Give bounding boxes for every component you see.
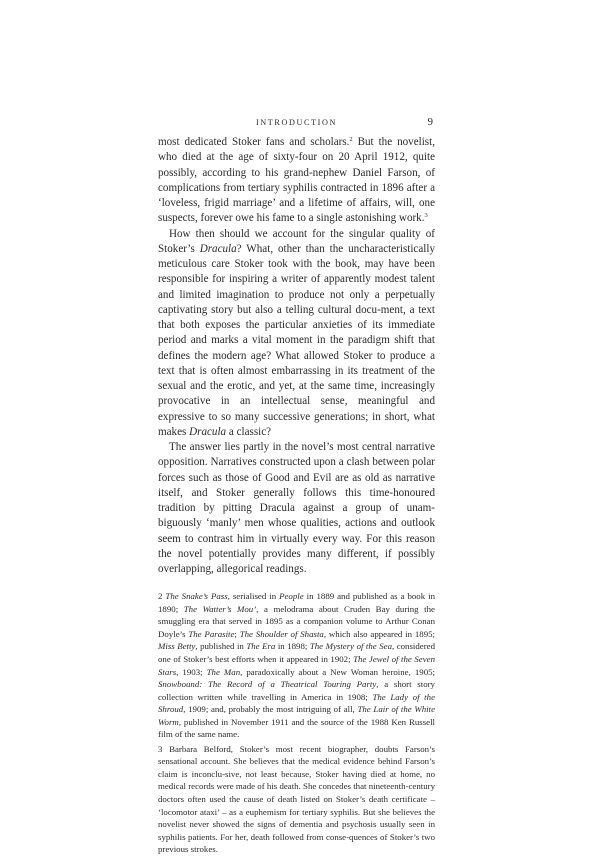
footnote-2 (158, 590, 435, 741)
italic-title: Snowbound: The Record of a Theatrical Touring Party (158, 679, 377, 690)
text-run: most dedicated Stoker fans and scholars. (158, 136, 350, 148)
text-run: The answer lies partly in the novel’s most central narrative opposition. Narratives constructed upon a clash between polar forces such as those of Good and Evil are as old as narrative itself, and Stoker generally follows this time-honoured tradition by pitting Dracula against a group of unam-biguously ‘manly’ men whose qualities, actions and outlook seem to contrast him in virtually every way. For this reason the novel potentially provides many different, if possibly overlapping, allegorical readings. (158, 441, 435, 575)
text-run: in 1889 and published as a book in 1890; (158, 591, 435, 614)
text-run: , published in November 1911 and the source of the 1988 Ken Russell film of the same name. (158, 716, 435, 740)
text-run: , which also appeared in 1895; (323, 628, 435, 639)
running-head (158, 116, 435, 130)
body-paragraph (158, 440, 435, 577)
running-head-title: INTRODUCTION (255, 118, 338, 127)
text-run: How then should we account for the singular quality of Stoker’s (158, 227, 435, 255)
italic-title: The Mystery of the Sea (309, 641, 392, 652)
text-run: ; (234, 628, 240, 639)
body-text (158, 135, 435, 577)
italic-title: The Era (246, 641, 276, 652)
italic-title: The Lady of the Shroud (158, 691, 435, 715)
page-number: 9 (427, 116, 433, 128)
italic-title: Dracula (199, 242, 237, 255)
italic-title: Miss Betty (158, 641, 196, 652)
text-run: But the novelist, who died at the age of sixty-four on 20 April 1912, quite possibly, according to his grand-nephew Daniel Farson, of complications from tertiary syphilis contracted in 1896 after a ‘loveless, frigid marriage’ and a lifetime of affairs, will, one suspects, forever owe his fame to a single astonishing work. (158, 136, 435, 225)
footnote-reference: 2 (349, 136, 353, 143)
italic-title: The Lair of the White Worm (158, 704, 435, 727)
body-paragraph (158, 135, 435, 227)
italic-title: The Parasite (188, 628, 235, 639)
text-run: , considered one of Stoker’s best efforts when it appeared in 1902; (158, 641, 436, 664)
italic-title: The Snake’s Pass (165, 591, 228, 602)
footnotes (158, 590, 435, 855)
text-run: ? What, other than the uncharacteristically meticulous care Stoker took with the book, may have been responsible for inspiring a writer of apparently modest talent and limited imagination to produce not only a perpetually captivating story but also a telling cultural docu-ment, a text that both exposes the particular anxieties of its immediate period and marks a vital moment in the paradigm shift that defines the modern age? What allowed Stoker to produce a text that is often almost embarrassing in its treatment of the sexual and the erotic, and yet, at the same time, increasingly provocative in an intellectual sense, meaningful and expressive to so many successive generations; in short, what makes (158, 242, 435, 438)
body-paragraph (158, 227, 435, 441)
footnote-3 (158, 743, 435, 856)
text-run: a classic? (226, 425, 272, 438)
text-run: , 1909; and, probably the most intriguing of all, (183, 704, 358, 715)
text-run: , serialised in (227, 591, 280, 602)
italic-title: Dracula (189, 425, 227, 438)
text-run: , 1903; (176, 666, 207, 677)
italic-title: The Shoulder of Shasta (239, 628, 324, 639)
italic-title: The Watter’s Mou’ (183, 603, 257, 614)
italic-title: The Man (206, 666, 241, 677)
text-run: 3 Barbara Belford, Stoker’s most recent biographer, doubts Farson’s sensational account. She believes that the medical evidence behind Farson’s claim is inconclu-sive, not least because, Stoker having died at home, no medical records were made of his death. She concedes that nineteenth-century doctors often used the cause of death listed on Stoker’s death certificate – ‘locomotor ataxi’ – as a euphemism for tertiary syphilis. But she believes the novelist never showed the signs of dementia and psychosis usually seen in syphilis patients. For her, death followed from conse-quences of Stoker’s two previous strokes. (158, 743, 435, 855)
text-run: , a melodrama about Cruden Bay during the smuggling era that served in 1895 as a companion volume to Arthur Conan Doyle’s (158, 603, 435, 639)
footnote-reference: 3 (424, 212, 428, 220)
text-run: 2 (158, 591, 166, 602)
text-run: in 1898; (275, 641, 310, 652)
italic-title: The Jewel of the Seven Stars (158, 653, 436, 677)
text-run: , published in (195, 641, 247, 652)
book-page (158, 116, 435, 858)
text-run: , paradoxically about a New Woman heroine, 1905; (240, 666, 436, 677)
italic-title: People (279, 591, 304, 602)
text-run: , a short story collection written while travelling in America in 1908; (158, 679, 435, 702)
